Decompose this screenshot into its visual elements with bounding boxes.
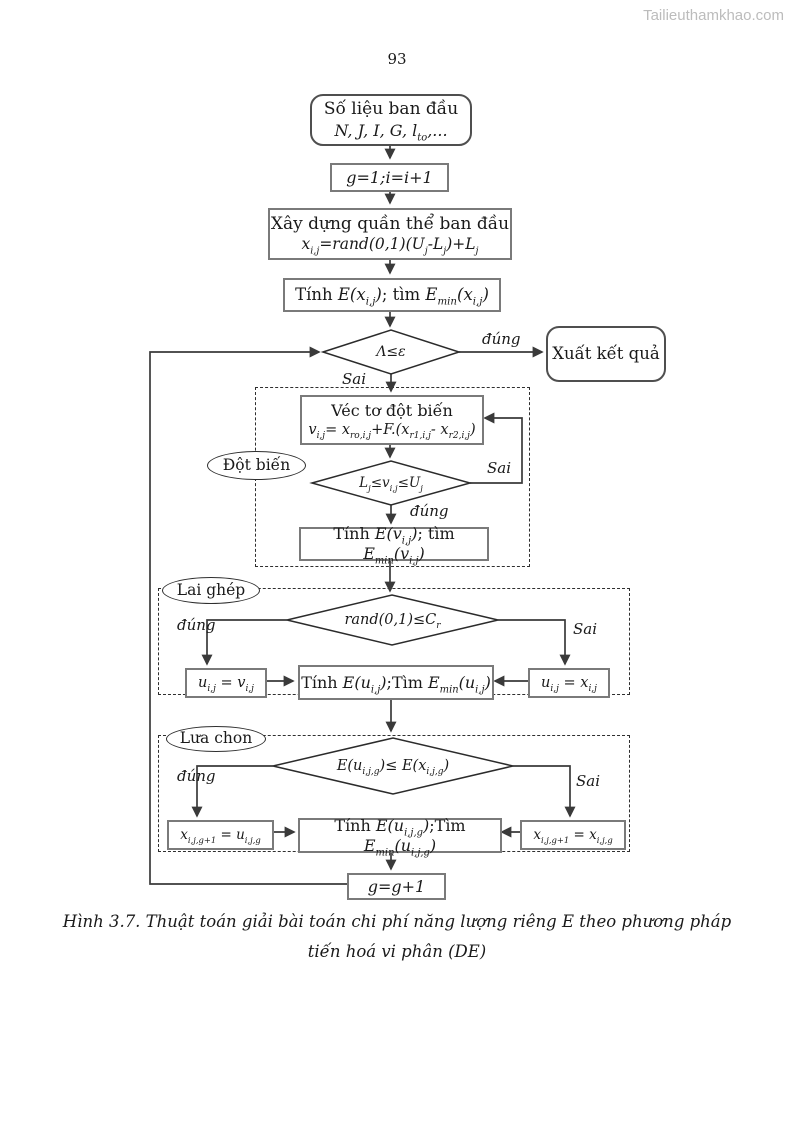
converge-yes-label: đúng [482,330,521,348]
selection-no-label: Sai [576,772,601,790]
eval-ug-node: Tính $E(u_{i,j,g});Tìm$ $E_{min}(u_{i,j,g})$ [298,818,502,853]
arrow-crossover-no [498,620,565,664]
mutation-title: Véc tơ đột biến [331,400,453,420]
mutation-formula: $v_{i,j}= x_{ro,i,j}+F.(x_{r1,i,j}-$ $x_{r2,i,j}$) [308,421,476,441]
bounds-yes-label: đúng [410,502,449,520]
crossover-group-oval: Lai ghép [162,577,260,604]
x-next-x-node: $x_{i,j,g+1} = x_{i,j,g}$ [520,820,626,850]
figure-caption-line1: Hình 3.7. Thuật toán giải bài toán chi phí năng lượng riêng E theo phương pháp [62,912,732,931]
eval-v-node: Tính $E(v_{i,j})$; tìm $E_{min}(v_{i,j})$ [299,527,489,561]
crossover-yes-label: đúng [177,616,216,634]
init-counter-node: g=1;i=i+1 [330,163,449,192]
output-node: Xuất kết quả [546,326,666,382]
arrow-crossover-yes [207,620,287,664]
watermark: Tailieuthamkhao.com [643,7,784,24]
decision-converge-label: Λ≤ε [376,344,406,360]
start-node [310,94,472,146]
u-equals-x-node: $u_{i,j} = x_{i,j}$ [528,668,610,698]
build-title: Xây dựng quần thể ban đầu [270,213,510,234]
selection-yes-label: đúng [177,767,216,785]
mutation-vector-node [300,395,484,445]
selection-group-oval: Lưa chon [166,726,266,752]
build-formula: $x_{i,j}=rand(0,1)(U_j-L_j)+L_j$ [301,234,479,257]
decision-crossover-label: $rand(0,1)\le C_r$ [344,612,441,632]
converge-no-label: Sai [342,370,367,388]
decision-selection-label: $E(u_{i,j,g})\le E(x_{i,j,g})$ [336,758,450,778]
increment-g-node: g=g+1 [347,873,446,900]
arrow-selection-no [513,766,570,816]
start-title: Số liệu ban đầu [323,99,459,120]
u-equals-v-node: $u_{i,j} = v_{i,j}$ [185,668,267,698]
eval-x-node: Tính $E(x_{i,j})$; tìm $E_{min}(x_{i,j})$ [283,278,501,312]
decision-bounds-label: $L_j\le v_{i,j}\le U_j$ [359,475,423,493]
start-params: N, J, I, G, $l_{to}$,... [334,120,448,144]
mutation-group-oval: Đột biến [207,451,306,480]
crossover-no-label: Sai [573,620,598,638]
figure-caption-line2: tiến hoá vi phân (DE) [307,942,487,961]
eval-u-node: Tính $E(u_{i,j});Tìm$ $E_{min}(u_{i,j})$ [298,665,494,700]
build-population-node [268,208,512,260]
x-next-u-node: $x_{i,j,g+1} = u_{i,j,g}$ [167,820,274,850]
bounds-no-label: Sai [487,459,512,477]
page-number: 93 [387,50,407,68]
